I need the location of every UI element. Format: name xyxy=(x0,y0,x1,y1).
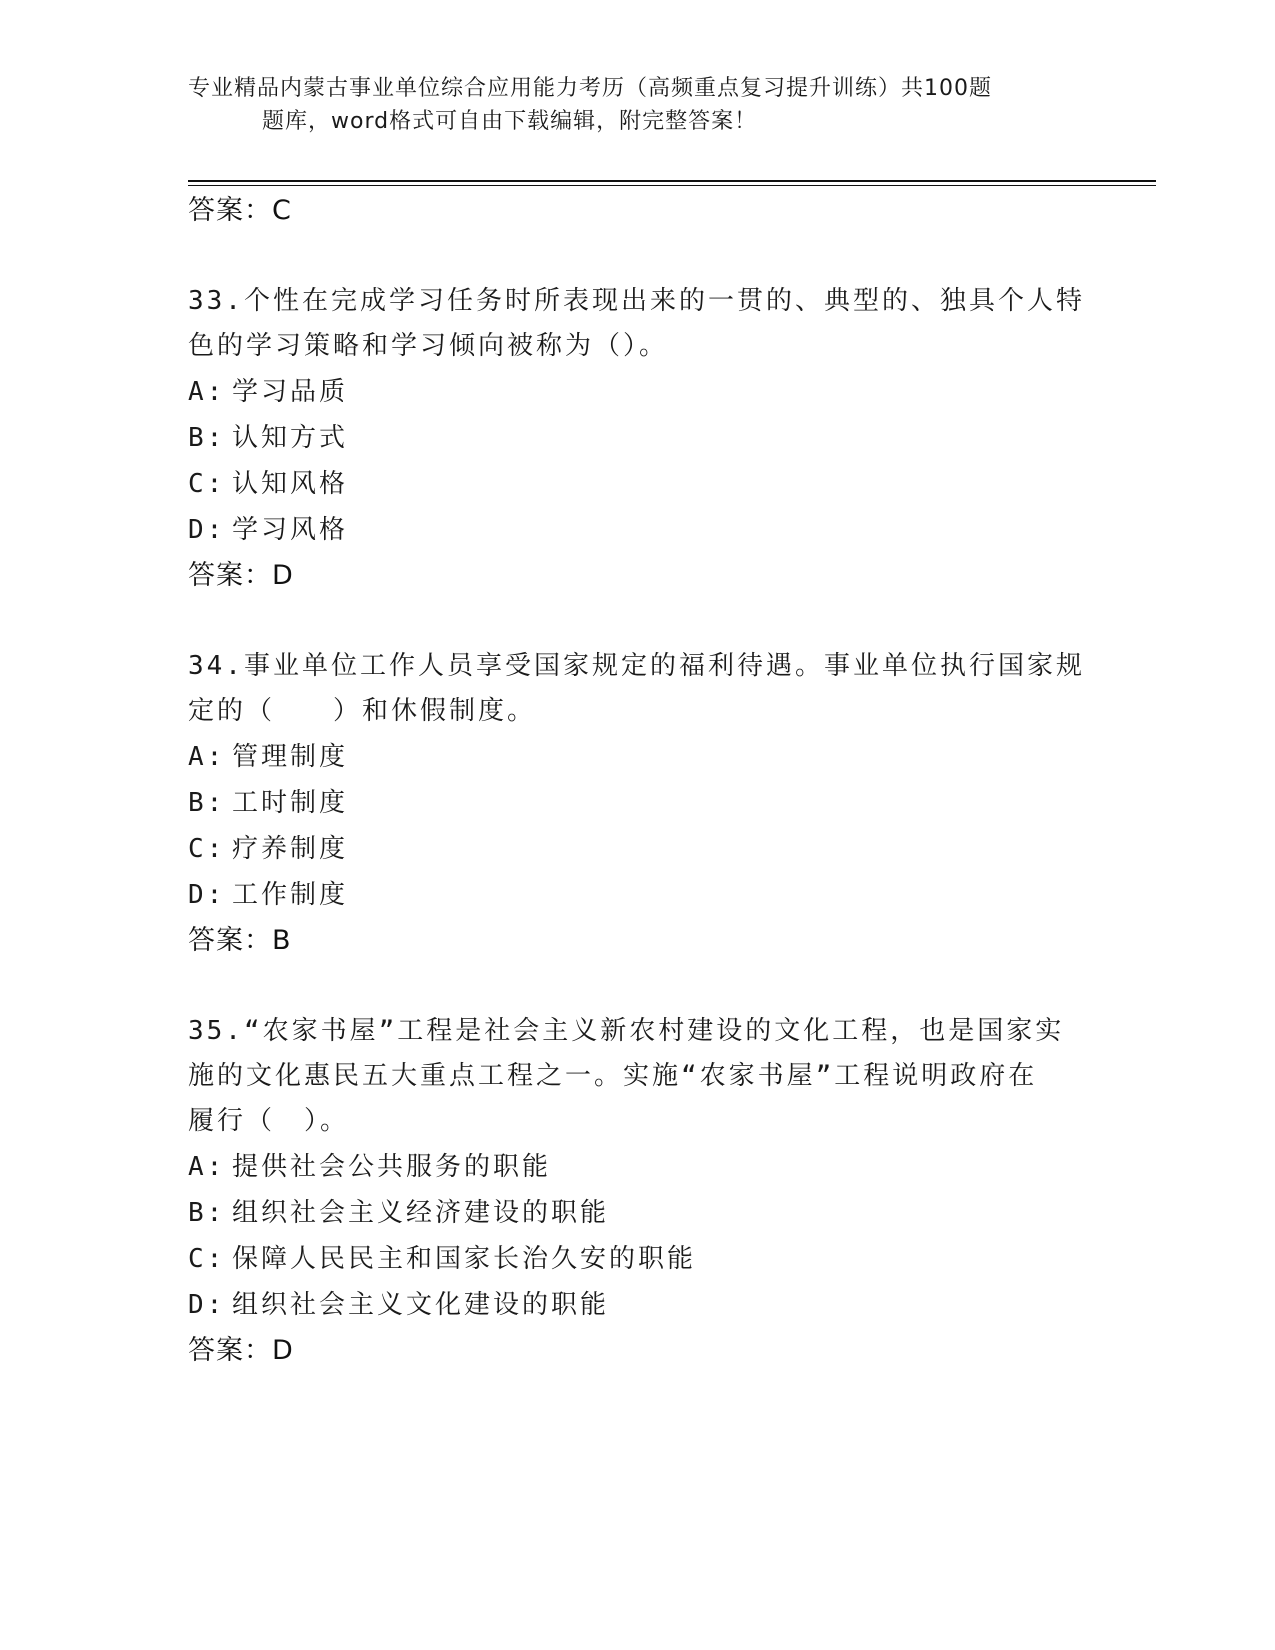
question-stem-line: 施的文化惠民五大重点工程之一。实施“农家书屋”工程说明政府在 xyxy=(188,1061,1038,1091)
option-text: 管理制度 xyxy=(232,742,349,772)
spacer xyxy=(188,964,1088,1009)
question-stem-line: 色的学习策略和学习倾向被称为（）。 xyxy=(188,331,669,361)
header-divider-thin xyxy=(188,185,1156,186)
option-key: A: xyxy=(188,742,226,772)
option-key: D: xyxy=(188,1290,226,1320)
question-stem-line: 定的（ ）和休假制度。 xyxy=(188,696,537,726)
option-text: 组织社会主义经济建设的职能 xyxy=(232,1198,610,1228)
answer-line: 答案：D xyxy=(188,560,294,591)
option-text: 学习品质 xyxy=(232,377,349,407)
option-a xyxy=(188,1144,1088,1190)
option-key: C: xyxy=(188,834,226,864)
answer-line: 答案：D xyxy=(188,1335,294,1366)
answer-line: 答案：B xyxy=(188,925,292,956)
option-key: B: xyxy=(188,788,226,818)
option-text: 学习风格 xyxy=(232,515,349,545)
option-key: D: xyxy=(188,880,226,910)
spacer xyxy=(188,234,1088,279)
header-divider-thick xyxy=(188,180,1156,182)
page-header xyxy=(188,72,1068,138)
option-text: 工作制度 xyxy=(232,880,349,910)
option-text: 工时制度 xyxy=(232,788,349,818)
option-c xyxy=(188,461,1088,507)
question-stem-line: 履行（ ）。 xyxy=(188,1106,350,1136)
option-d xyxy=(188,507,1088,553)
option-b xyxy=(188,780,1088,826)
question-stem-line: 34.事业单位工作人员享受国家规定的福利待遇。事业单位执行国家规 xyxy=(188,651,1085,681)
option-b xyxy=(188,415,1088,461)
option-b xyxy=(188,1190,1088,1236)
option-text: 疗养制度 xyxy=(232,834,349,864)
question-stem-line: 35.“农家书屋”工程是社会主义新农村建设的文化工程，也是国家实 xyxy=(188,1016,1065,1046)
option-d xyxy=(188,1282,1088,1328)
option-key: C: xyxy=(188,1244,226,1274)
spacer xyxy=(188,599,1088,644)
previous-answer: 答案：C xyxy=(188,195,292,226)
header-title-line-1: 专业精品内蒙古事业单位综合应用能力考历（高频重点复习提升训练）共100题 xyxy=(188,76,992,101)
option-text: 组织社会主义文化建设的职能 xyxy=(232,1290,610,1320)
question-34 xyxy=(188,644,1088,964)
option-key: A: xyxy=(188,377,226,407)
question-list xyxy=(188,188,1088,1374)
option-text: 保障人民民主和国家长治久安的职能 xyxy=(232,1244,697,1274)
option-c xyxy=(188,1236,1088,1282)
option-key: B: xyxy=(188,423,226,453)
question-stem-line: 33.个性在完成学习任务时所表现出来的一贯的、典型的、独具个人特 xyxy=(188,286,1085,316)
option-text: 提供社会公共服务的职能 xyxy=(232,1152,552,1182)
option-a xyxy=(188,369,1088,415)
option-text: 认知方式 xyxy=(232,423,349,453)
option-key: D: xyxy=(188,515,226,545)
option-key: A: xyxy=(188,1152,226,1182)
question-35 xyxy=(188,1009,1088,1374)
header-title-line-2: 题库，word格式可自由下载编辑，附完整答案！ xyxy=(262,109,758,134)
question-33 xyxy=(188,279,1088,599)
option-d xyxy=(188,872,1088,918)
option-key: B: xyxy=(188,1198,226,1228)
option-text: 认知风格 xyxy=(232,469,349,499)
option-c xyxy=(188,826,1088,872)
option-key: C: xyxy=(188,469,226,499)
option-a xyxy=(188,734,1088,780)
